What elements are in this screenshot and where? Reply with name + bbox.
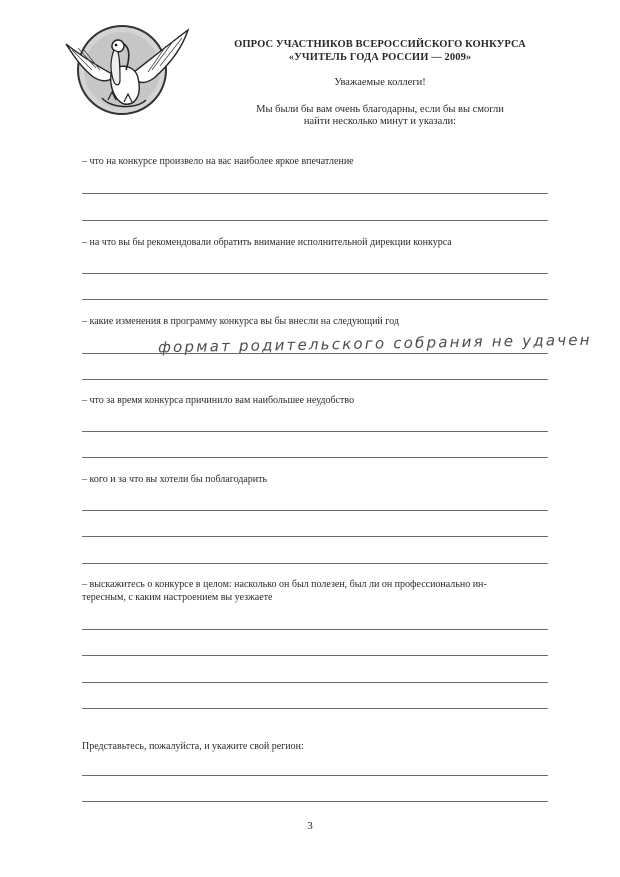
intro-line-1: Мы были бы вам очень благодарны, если бы вы смогли <box>256 104 504 115</box>
answer-line[interactable] <box>82 536 548 537</box>
survey-title <box>200 38 560 64</box>
question-5: – кого и за что вы хотели бы поблагодарить <box>82 474 268 485</box>
answer-line[interactable] <box>82 510 548 511</box>
answer-line[interactable] <box>82 775 548 776</box>
title-line-1: ОПРОС УЧАСТНИКОВ ВСЕРОССИЙСКОГО КОНКУРСА <box>234 39 526 50</box>
greeting: Уважаемые коллеги! <box>334 77 426 88</box>
answer-line[interactable] <box>82 801 548 802</box>
question-4: – что за время конкурса причинило вам наибольшее неудобство <box>82 395 355 406</box>
closing-prompt: Представьтесь, пожалуйста, и укажите свой регион: <box>82 741 304 752</box>
answer-line[interactable] <box>82 629 548 630</box>
answer-line[interactable] <box>82 431 548 432</box>
answer-line[interactable] <box>82 379 548 380</box>
intro-line-2: найти несколько минут и указали: <box>303 116 457 127</box>
question-6 <box>82 578 548 604</box>
handwritten-answer: формат родительского собрания не удачен <box>157 330 592 357</box>
question-2: – на что вы бы рекомендовали обратить внимание исполнительной дирекции конкурса <box>82 237 452 248</box>
pelican-logo <box>64 14 194 122</box>
question-6-line-1: – выскажитесь о конкурсе в целом: насколько он был полезен, был ли он профессионально ин- <box>82 579 487 590</box>
answer-line[interactable] <box>82 708 548 709</box>
answer-line[interactable] <box>82 220 548 221</box>
page-number: 3 <box>307 820 313 832</box>
question-1: – что на конкурсе произвело на вас наиболее яркое впечатление <box>82 156 354 167</box>
question-6-line-2: тересным, с каким настроением вы уезжаете <box>82 592 273 603</box>
answer-line[interactable] <box>82 193 548 194</box>
answer-line[interactable] <box>82 457 548 458</box>
question-3: – какие изменения в программу конкурса вы бы внесли на следующий год <box>82 316 399 327</box>
answer-line[interactable] <box>82 299 548 300</box>
answer-line[interactable] <box>82 353 548 354</box>
answer-line[interactable] <box>82 655 548 656</box>
intro-text <box>200 104 560 128</box>
answer-line[interactable] <box>82 682 548 683</box>
title-line-2: «УЧИТЕЛЬ ГОДА РОССИИ — 2009» <box>288 52 472 63</box>
answer-line[interactable] <box>82 273 548 274</box>
answer-line[interactable] <box>82 563 548 564</box>
